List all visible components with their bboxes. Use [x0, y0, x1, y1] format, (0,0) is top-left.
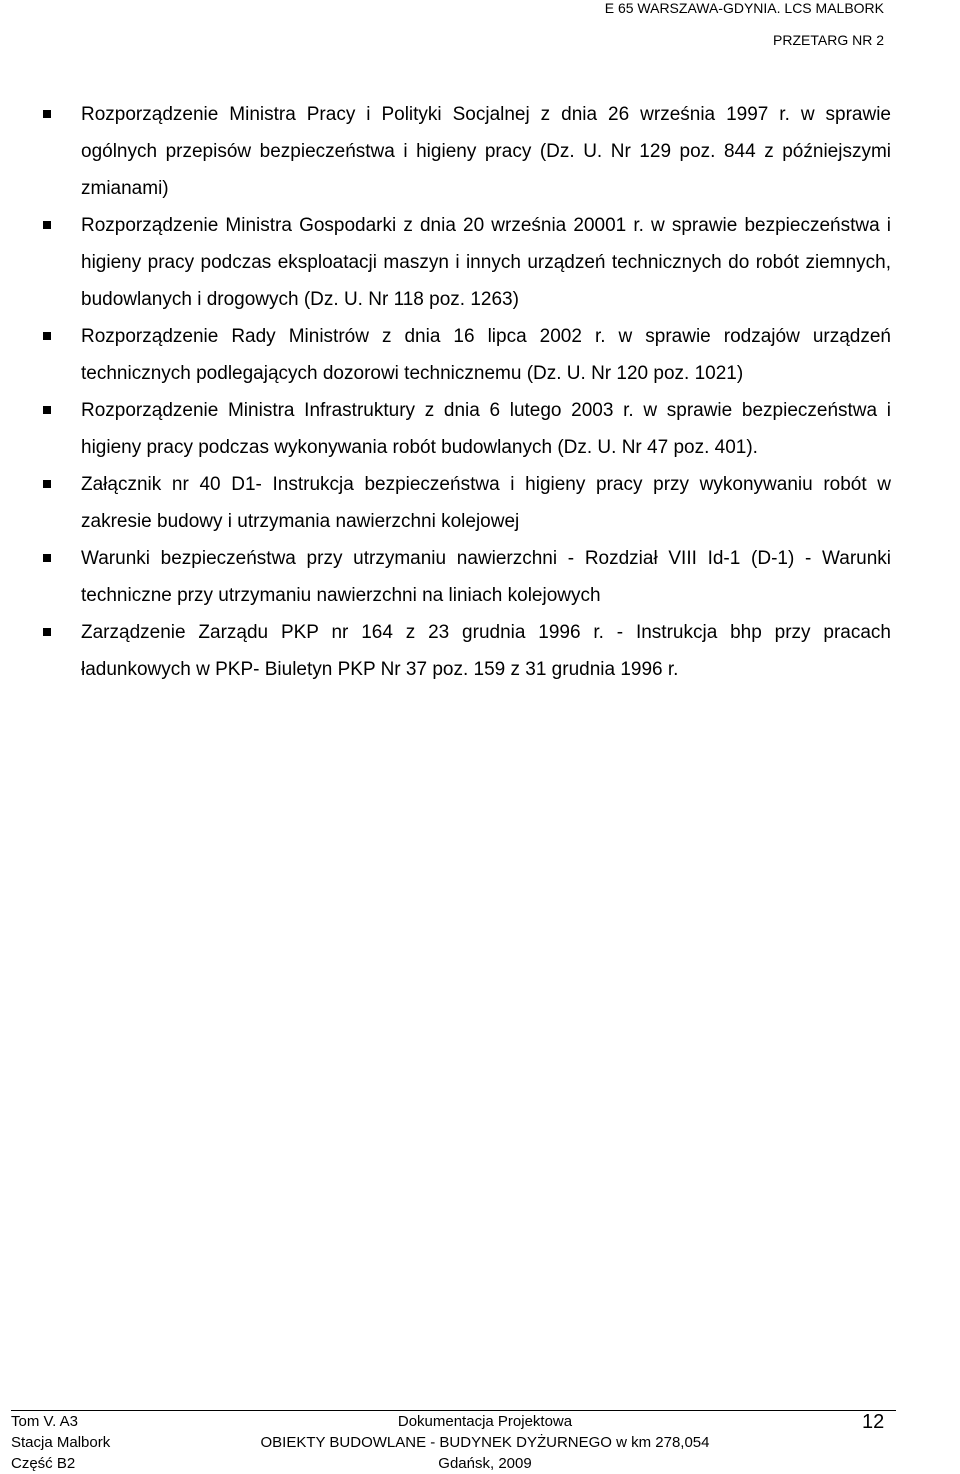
- regulations-list: [0, 96, 960, 688]
- list-item: [0, 207, 891, 318]
- list-item-text: Rozporządzenie Ministra Infrastruktury z dnia 6 lutego 2003 r. w sprawie bezpieczeństwa i higieny pracy podczas wykonywania robót budowlanych (Dz. U. Nr 47 poz. 401).: [81, 400, 891, 458]
- footer-document-info: [0, 1411, 960, 1474]
- list-item-text: Rozporządzenie Ministra Gospodarki z dnia 20 września 20001 r. w sprawie bezpieczeństwa i higieny pracy podczas eksploatacji maszyn i innych urządzeń technicznych do robót ziemnych, budowlanych i drogowych (Dz. U. Nr 118 poz. 1263): [81, 215, 891, 310]
- list-item: [0, 540, 891, 614]
- list-item-text: Warunki bezpieczeństwa przy utrzymaniu nawierzchni - Rozdział VIII Id-1 (D-1) - Warunki techniczne przy utrzymaniu nawierzchni na liniach kolejowych: [81, 548, 891, 606]
- list-item: [0, 466, 891, 540]
- list-item: [0, 96, 891, 207]
- page-number: 12: [862, 1411, 885, 1433]
- square-bullet-icon: [43, 406, 51, 414]
- footer-volume: Tom V. A3: [11, 1413, 78, 1430]
- footer-part: Część B2: [11, 1455, 76, 1472]
- list-item-text: Zarządzenie Zarządu PKP nr 164 z 23 grudnia 1996 r. - Instrukcja bhp przy pracach ładunkowych w PKP- Biuletyn PKP Nr 37 poz. 159 z 31 grudnia 1996 r.: [81, 622, 891, 680]
- list-item: [0, 392, 891, 466]
- footer-doc-type: Dokumentacja Projektowa: [397, 1413, 573, 1430]
- square-bullet-icon: [43, 221, 51, 229]
- list-item-text: Rozporządzenie Ministra Pracy i Polityki Socjalnej z dnia 26 września 1997 r. w sprawie ogólnych przepisów bezpieczeństwa i higieny pracy (Dz. U. Nr 129 poz. 844 z późniejszymi zmianami): [81, 104, 891, 199]
- square-bullet-icon: [43, 480, 51, 488]
- list-item-text: Rozporządzenie Rady Ministrów z dnia 16 lipca 2002 r. w sprawie rodzajów urządzeń technicznych podlegających dozorowi technicznemu (Dz. U. Nr 120 poz. 1021): [81, 326, 891, 384]
- header-tender-number: PRZETARG NR 2: [773, 32, 884, 48]
- header-project-title: E 65 WARSZAWA-GDYNIA. LCS MALBORK: [604, 0, 884, 16]
- footer-object: OBIEKTY BUDOWLANE - BUDYNEK DYŻURNEGO w km 278,054: [260, 1434, 710, 1451]
- footer-place-date: Gdańsk, 2009: [438, 1455, 532, 1472]
- list-item: [0, 318, 891, 392]
- list-item-text: Załącznik nr 40 D1- Instrukcja bezpieczeństwa i higieny pracy przy wykonywaniu robót w zakresie budowy i utrzymania nawierzchni kolejowej: [81, 474, 891, 532]
- footer-station: Stacja Malbork: [11, 1434, 111, 1451]
- square-bullet-icon: [43, 332, 51, 340]
- square-bullet-icon: [43, 554, 51, 562]
- square-bullet-icon: [43, 628, 51, 636]
- list-item: [0, 614, 891, 688]
- square-bullet-icon: [43, 110, 51, 118]
